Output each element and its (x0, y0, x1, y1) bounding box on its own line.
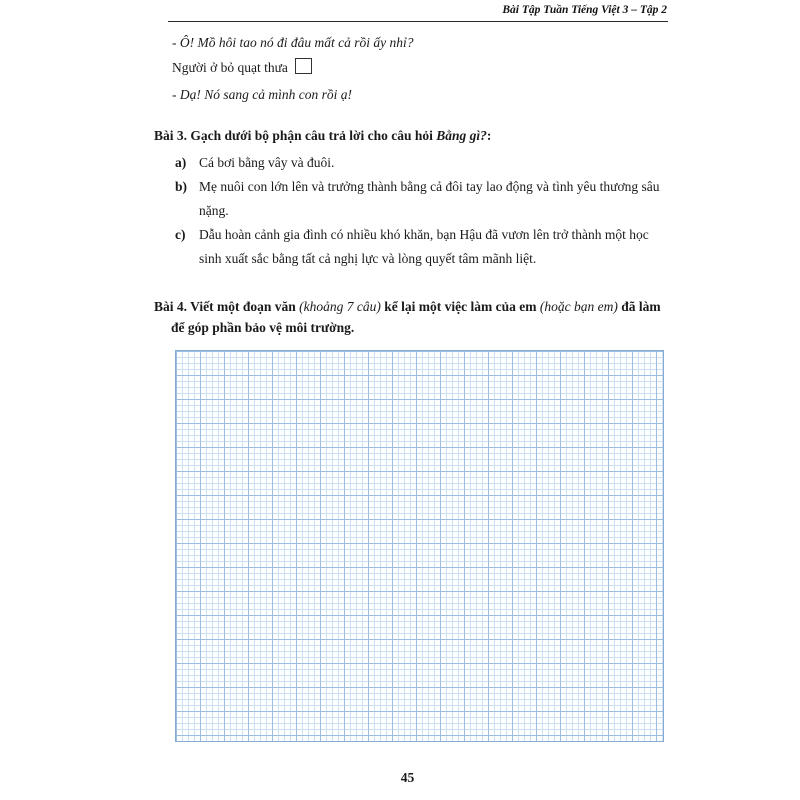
header-rule (168, 21, 668, 22)
writing-grid (175, 350, 664, 742)
answer-box (295, 58, 312, 74)
dialogue-line-1: - Ô! Mồ hôi tao nó đi đâu mất cả rồi ấy nhỉ? (172, 35, 414, 50)
exercise3-item-c (175, 223, 665, 271)
item-marker: a) (175, 155, 187, 170)
item-text: Cá bơi bằng vây và đuôi. (199, 155, 335, 170)
page-number: 45 (400, 770, 415, 785)
running-head-title: Bài Tập Tuần Tiếng Việt 3 – Tập 2 (502, 4, 667, 16)
exercise4-label: Bài 4. (154, 299, 188, 314)
exercise3-heading (154, 125, 665, 146)
item-marker: c) (175, 227, 186, 242)
exercise3-instruction-suffix: : (486, 128, 492, 143)
exercise3-instruction: Gạch dưới bộ phận câu trả lời cho câu hỏi (190, 128, 433, 143)
dialogue-line-2-text: Người ở bỏ quạt thưa (172, 60, 288, 75)
exercise3-label: Bài 3. (154, 128, 188, 143)
exercise4-heading (154, 296, 665, 338)
exercise3-instruction-italic: Bằng gì? (436, 128, 487, 143)
item-text: Mẹ nuôi con lớn lên và trưởng thành bằng cả đôi tay lao động và tình yêu thương sâu nặng. (199, 179, 660, 218)
exercise4-italic2: (hoặc bạn em) (539, 299, 618, 314)
running-head (150, 4, 667, 16)
exercise3-item-b (175, 175, 665, 223)
page-content (150, 30, 665, 742)
exercise3-item-a (175, 151, 665, 175)
dialogue-line-2 (172, 58, 665, 78)
item-marker: b) (175, 179, 188, 194)
exercise4-part2: kể lại một việc làm của em (384, 299, 537, 314)
exercise4-part1: Viết một đoạn văn (190, 299, 296, 314)
exercise4-part3: đã làm để góp phần bảo vệ môi trường. (171, 299, 661, 335)
item-text: Dẫu hoàn cảnh gia đình có nhiều khó khăn, bạn Hậu đã vươn lên trở thành một học sinh xuất sắc bằng tất cả nghị lực và lòng quyết tâm mãnh liệt. (199, 227, 649, 266)
exercise4-italic1: (khoảng 7 câu) (299, 299, 381, 314)
dialogue-line-3: - Dạ! Nó sang cả mình con rồi ạ! (172, 87, 352, 102)
exercise3-items (175, 151, 665, 271)
